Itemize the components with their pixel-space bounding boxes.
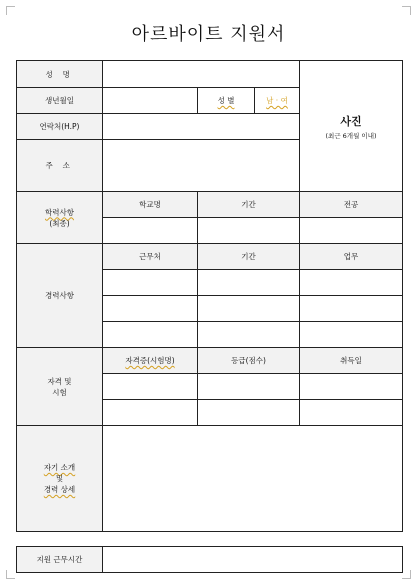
certification-name-field[interactable] (103, 374, 198, 400)
name-label: 성 명 (17, 61, 103, 88)
address-field[interactable] (103, 140, 300, 192)
certification-header-name: 자격증(시험명) (103, 348, 198, 374)
career-workplace-field[interactable] (103, 270, 198, 296)
certification-grade-field[interactable] (198, 400, 300, 426)
work-hours-table (16, 546, 403, 573)
career-duty-field[interactable] (300, 296, 403, 322)
self-intro-field[interactable] (103, 426, 403, 532)
certification-grade-field[interactable] (198, 374, 300, 400)
career-header-period: 기간 (198, 244, 300, 270)
application-form-table (16, 60, 403, 532)
education-major-field[interactable] (300, 218, 403, 244)
name-field[interactable] (103, 61, 300, 88)
career-header-duty: 업무 (300, 244, 403, 270)
certification-header-grade: 등급(점수) (198, 348, 300, 374)
photo-label: 사진 (340, 114, 362, 128)
self-intro-label: 자기 소개 및 경력 상세 (17, 426, 103, 532)
career-label: 경력사항 (17, 244, 103, 348)
education-header-major: 전공 (300, 192, 403, 218)
crop-mark-top-left (6, 6, 15, 15)
certification-date-field[interactable] (300, 400, 403, 426)
gender-field[interactable]: 남 · 여 (255, 88, 300, 114)
career-duty-field[interactable] (300, 270, 403, 296)
gender-label: 성 별 (198, 88, 255, 114)
photo-note: (최근 6개월 이내) (325, 131, 377, 140)
crop-mark-bottom-left (6, 570, 15, 579)
education-header-period: 기간 (198, 192, 300, 218)
contact-label: 연락처(H.P) (17, 114, 103, 140)
certification-header-date: 취득일 (300, 348, 403, 374)
document-title: 아르바이트 지원서 (131, 24, 286, 45)
career-header-workplace: 근무처 (103, 244, 198, 270)
certification-label: 자격 및 시험 (17, 348, 103, 426)
education-period-field[interactable] (198, 218, 300, 244)
career-workplace-field[interactable] (103, 296, 198, 322)
birthdate-label: 생년월일 (17, 88, 103, 114)
certification-name-field[interactable] (103, 400, 198, 426)
photo-box[interactable] (300, 61, 403, 192)
work-hours-label: 지원 근무시간 (17, 547, 103, 573)
education-header-school: 학교명 (103, 192, 198, 218)
birthdate-field[interactable] (103, 88, 198, 114)
education-school-field[interactable] (103, 218, 198, 244)
career-workplace-field[interactable] (103, 322, 198, 348)
crop-mark-top-right (402, 6, 411, 15)
work-hours-field[interactable] (103, 547, 403, 573)
career-period-field[interactable] (198, 322, 300, 348)
contact-field[interactable] (103, 114, 300, 140)
crop-mark-bottom-right (402, 570, 411, 579)
career-period-field[interactable] (198, 296, 300, 322)
address-label: 주 소 (17, 140, 103, 192)
career-period-field[interactable] (198, 270, 300, 296)
certification-date-field[interactable] (300, 374, 403, 400)
education-label: 학력사항 (최종) (17, 192, 103, 244)
career-duty-field[interactable] (300, 322, 403, 348)
